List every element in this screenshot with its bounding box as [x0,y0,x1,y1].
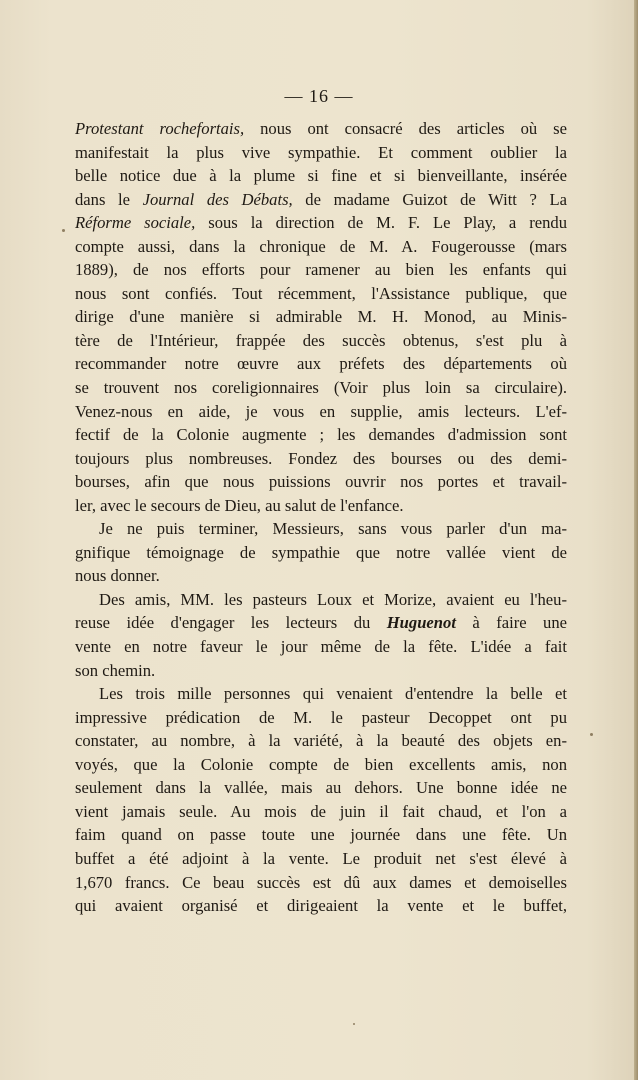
text-line: impressive prédication de M. le pasteur Decoppet ont pu [75,707,567,727]
text-line: Réforme sociale, sous la direction de M. F. Le Play, a rendu [75,213,568,233]
text-line: se trouvent nos coreligionnaires (Voir plus loin sa circulaire). [75,378,567,398]
text-line: buffet a été adjoint à la vente. Le produit net s'est élevé à [75,848,567,868]
text-line: constater, au nombre, à la variété, à la beauté des objets en- [75,731,567,751]
text-line: dirige d'une manière si admirable M. H. Monod, au Minis- [75,307,567,327]
text-line: manifestait la plus vive sympathie. Et comment oublier la [75,142,567,162]
italic-text: Réforme sociale, [75,213,196,233]
paper-speck [353,1023,355,1025]
text-line: son chemin. [75,660,156,680]
text-line: reuse idée d'engager les lecteurs du Huguenot à faire une [75,613,567,633]
text-line: toujours plus nombreuses. Fondez des bourses ou des demi- [75,448,567,468]
text-line: bourses, afin que nous puissions ouvrir nos portes et travail- [75,472,567,492]
text-line: Des amis, MM. les pasteurs Loux et Morize, avaient eu l'heu- [99,589,567,609]
text-line: nous sont confiés. Tout récemment, l'Assistance publique, que [75,283,567,303]
text-line: nous donner. [75,566,160,586]
text-line: dans le Journal des Débats, de madame Guizot de Witt ? La [75,189,567,209]
paper-speck [590,733,593,736]
text-line: Venez-nous en aide, je vous en supplie, amis lecteurs. L'ef- [75,401,567,421]
italic-text: Huguenot [386,613,456,633]
text-line: faim quand on passe toute une journée dans une fête. Un [75,825,567,845]
text-line: voyés, que la Colonie compte de bien excellents amis, non [75,754,567,774]
text-line: qui avaient organisé et dirigeaient la vente et le buffet, [75,896,567,916]
text-line: vient jamais seule. Au mois de juin il fait chaud, et l'on a [75,801,567,821]
text-line: Les trois mille personnes qui venaient d'entendre la belle et [99,684,567,704]
page-edge [634,0,638,1080]
text-line: 1889), de nos efforts pour ramener au bien les enfants qui [75,260,567,280]
text-line: tère de l'Intérieur, frappée des succès obtenus, s'est plu à [75,330,567,350]
body-text [75,117,567,918]
text-line: fectif de la Colonie augmente ; les demandes d'admission sont [75,425,567,445]
page-number: — 16 — [284,86,354,106]
paper-speck [62,229,65,232]
text-line: ler, avec le secours de Dieu, au salut de l'enfance. [75,495,404,515]
italic-text: Journal des Débats, [142,189,293,209]
text-line: compte aussi, dans la chronique de M. A. Fougerousse (mars [75,236,567,256]
text-line: Protestant rochefortais, nous ont consacré des articles où se [75,119,568,138]
text-line: gnifique témoignage de sympathie que notre vallée vient de [75,542,567,562]
text-line: vente en notre faveur le jour même de la fête. L'idée a fait [75,637,567,657]
text-line: seulement dans la vallée, mais au dehors. Une bonne idée ne [75,778,567,798]
text-line: belle notice due à la plume si fine et si bienveillante, insérée [75,166,567,186]
text-line: 1,670 francs. Ce beau succès est dû aux dames et demoiselles [75,872,567,892]
text-line: recommander notre œuvre aux préfets des départements où [75,354,567,374]
italic-text: Protestant rochefortais, [75,119,245,138]
text-line: Je ne puis terminer, Messieurs, sans vous parler d'un ma- [99,519,567,539]
